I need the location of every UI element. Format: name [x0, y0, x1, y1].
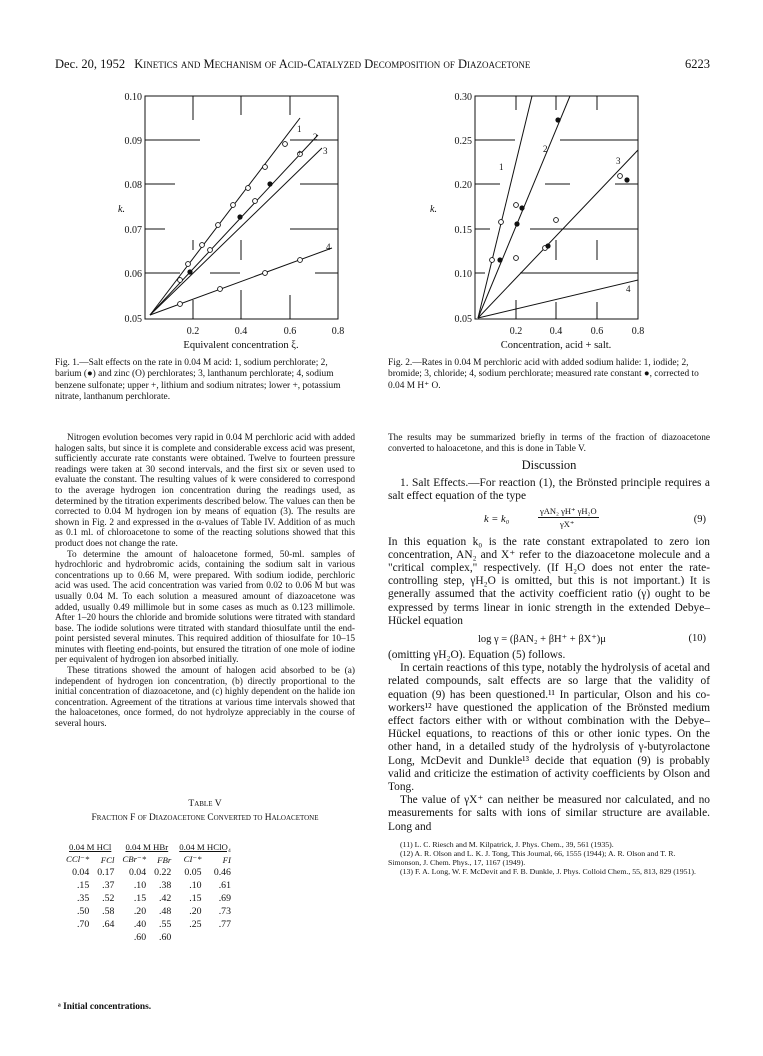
fig1-ytick: 0.07	[124, 225, 142, 236]
figure-2	[420, 90, 660, 360]
table5-cell: .60	[159, 932, 172, 943]
section-heading: Discussion	[521, 458, 577, 473]
table5-row	[62, 918, 235, 931]
table5-cell: .69	[218, 893, 231, 904]
reference: (11) L. C. Riesch and M. Kilpatrick, J. Phys. Chem., 39, 561 (1935).	[400, 839, 614, 849]
paragraph: In certain reactions of this type, notably the hydrolysis of acetal and related compounds, salt effects are so large that the validity of equation (9) has been questioned.¹¹ In particular, Olson and his co-workers¹² have questioned the application of the Brönsted medium effect factors either with or without combination with the Debye–Hückel equations, to reactions of this or other ionic types. On the other hand, in a detailed study of the hydrolysis of γ-butyrolactone Long, McDevit and Dunkle¹³ decide that equation (9) is probably valid and criticize the estimation of activity coefficients by Olson and Tong.	[388, 662, 710, 794]
fig1-line-1	[150, 118, 303, 315]
table5-row	[62, 866, 235, 879]
references	[388, 840, 710, 877]
table5-col: CCl⁻*	[66, 854, 90, 864]
fig1-curve-label: 3	[323, 146, 328, 156]
table5-row	[62, 892, 235, 905]
fig1-line-2	[150, 135, 318, 315]
table5-cell: .35	[76, 893, 90, 904]
table5-cell: 0.22	[154, 867, 172, 878]
fig1-curve-label: 4	[326, 242, 331, 252]
table5-cell	[93, 931, 118, 944]
fig2-line-3	[478, 150, 638, 318]
paragraph: (omitting γH₂O). Equation (5) follows.	[388, 649, 566, 662]
paragraph: In this equation k₀ is the rate constant extrapolated to zero ion concentration, AN₂ and X⁺ refer to the diazoacetone molecule and a "critical complex," respectively. (If H₂O does not enter the rate-controlling step, γH₂O is omitted, but this is not important.) It is generally assumed that the activity coefficient ratio (γ) ought to be expressed by terms linear in ionic strength in the extended Debye–Hückel equation	[388, 535, 710, 627]
table5-row	[62, 905, 235, 918]
table5-cell: 0.05	[184, 867, 202, 878]
fig1-ylabel: k.	[118, 204, 125, 215]
table5-cell: .64	[102, 919, 115, 930]
equation-9	[388, 506, 710, 536]
table5-cell: .50	[76, 906, 90, 917]
fig1-line-3	[150, 148, 322, 315]
table5-cell: 0.04	[72, 867, 90, 878]
table5-cell: .25	[189, 919, 202, 930]
table5-cell: .15	[189, 893, 202, 904]
paragraph: The results may be summarized briefly in terms of the fraction of diazoacetone converted to haloacetone, and this is done in Table V.	[388, 433, 710, 454]
paragraph: Nitrogen evolution becomes very rapid in 0.04 M perchloric acid with added halogen salts, but since it is complete and considerable excess acid was present, sufficiently accurate rate constants were obtained. Twelve to fourteen pressure readings were taken at 30 second intervals, and the first six or seven used to evaluate the constant. The resulting values of k were considered to correspond to the average hydrogen ion concentration during the readings used, as determined by the titration experiments described below. The values can then be corrected to 0.04 M hydrogen ion by means of equation (3). The results are shown in Fig. 2 and expressed in the α-values of Table IV. Addition of as much as 0.1 ml. of chloroacetone to some of the reacting solutions showed that this product does not change the rate.	[55, 433, 355, 549]
right-column	[388, 433, 710, 877]
table5-cell: .77	[218, 919, 231, 930]
fig2-ytick: 0.15	[454, 225, 472, 236]
table5-cell: .20	[189, 906, 202, 917]
table5-cell: .20	[133, 906, 147, 917]
table5-group: 0.04 M HBr	[125, 841, 169, 852]
fig2-curve-label: 4	[626, 284, 631, 294]
fig1-ytick: 0.05	[124, 314, 142, 325]
fig2-ytick: 0.25	[454, 136, 472, 147]
fig2-curve-label: 2	[543, 144, 548, 154]
fig1-xlabel: Equivalent concentration ξ.	[183, 340, 299, 351]
header-title: Kinetics and Mechanism of Acid-Catalyzed Decomposition of Diazoacetone	[134, 57, 531, 71]
fig2-caption: Fig. 2.—Rates in 0.04 M perchloric acid with added sodium halide: 1, iodide; 2, bromide; 3, chloride; 4, sodium perchlorate; measured rate constant ●, corrected to 0.04 M H⁺ O.	[388, 358, 699, 391]
table5-cell: .60	[133, 932, 147, 943]
table5-title: Fraction F of Diazoacetone Converted to Haloacetone	[91, 813, 319, 823]
eq9-numerator: γAN₂ γH⁺ γH₂O	[540, 505, 597, 516]
fig1-ytick: 0.10	[124, 92, 142, 103]
table5-cell: .10	[133, 880, 147, 891]
page-number: 6223	[685, 57, 710, 71]
table5-cell: .73	[218, 906, 231, 917]
table5-cell: .15	[133, 893, 147, 904]
eq9-lhs: k = k₀	[484, 513, 510, 525]
fig2-xtick: 0.2	[509, 326, 523, 337]
fig1-ytick: 0.09	[124, 136, 142, 147]
paragraph: The value of γX⁺ can neither be measured nor calculated, and no measurements for salts with ions of similar structure are available. Long and	[388, 794, 710, 833]
fig2-curve-label: 3	[616, 156, 621, 166]
fig2-ytick: 0.30	[454, 92, 472, 103]
header-date: Dec. 20, 1952	[55, 57, 126, 71]
table5-cell: 0.17	[97, 867, 115, 878]
table5-cell: .40	[133, 919, 147, 930]
fig1-curve-label: +	[297, 148, 303, 158]
left-column	[55, 433, 355, 730]
paragraph: 1. Salt Effects.—For reaction (1), the Brönsted principle requires a salt effect equation of the type	[388, 477, 710, 503]
eq10-body: log γ = (βAN₂ + βH⁺ + βX⁺)μ	[478, 634, 606, 646]
fig2-ytick: 0.20	[454, 180, 472, 191]
fig1-xtick: 0.6	[283, 326, 297, 337]
table5-cell: .48	[159, 906, 172, 917]
table5-cell: .38	[159, 880, 172, 891]
equation-10	[388, 631, 710, 649]
table5-cell: 0.46	[213, 867, 231, 878]
table5-cell: .52	[102, 893, 115, 904]
table5-cell: .58	[102, 906, 115, 917]
table5-cell: .37	[102, 880, 115, 891]
table5-cell	[206, 931, 235, 944]
table5-cell: 0.04	[128, 867, 147, 878]
running-header	[55, 57, 710, 72]
fig2-xlabel: Concentration, acid + salt.	[500, 340, 612, 351]
table5-col: CI⁻*	[183, 854, 202, 864]
fig2-xtick: 0.8	[631, 326, 645, 337]
table5-group: 0.04 M HClO₄	[179, 841, 231, 852]
table5-row	[62, 931, 235, 944]
reference: (12) A. R. Olson and L. K. J. Tong, This Journal, 66, 1555 (1944); A. R. Olson and T. R. Simonson, J. Chem. Phys., 17, 1167 (1949).	[388, 849, 676, 868]
table5-cell	[62, 931, 93, 944]
fig2-line-4	[478, 280, 638, 318]
table5-label: Table V	[188, 798, 222, 809]
fig1-xtick: 0.2	[186, 326, 200, 337]
fig2-ytick: 0.10	[454, 269, 472, 280]
fig2-curve-label: 1	[499, 162, 504, 172]
table5-footnote: ᵃ Initial concentrations.	[58, 1002, 152, 1012]
fig2-ytick: 0.05	[454, 314, 472, 325]
table5	[62, 840, 235, 944]
paragraph: These titrations showed the amount of halogen acid absorbed to be (a) independent of hydrogen ion concentration, (b) directly proportional to the initial concentration of diazoacetone, and (c) highly dependent on the halide ion concentration. Agreement of the titrations at various time intervals showed that the haloacetones, once formed, do not hydrolyze appreciably in the course of several hours.	[55, 666, 355, 730]
table5-cell: .61	[218, 880, 231, 891]
eq10-number: (10)	[688, 633, 706, 645]
table5-col: FBr	[157, 854, 172, 865]
fig1-curve-label: 2	[313, 132, 318, 142]
table5-cell: .70	[76, 919, 90, 930]
reference: (13) F. A. Long, W. F. McDevit and F. B. Dunkle, J. Phys. Colloid Chem., 55, 813, 829 (1951).	[400, 867, 696, 877]
fig1-frame	[145, 96, 338, 319]
fig2-xtick: 0.6	[590, 326, 604, 337]
fig2-ylabel: k.	[430, 204, 437, 215]
fig2-xtick: 0.4	[549, 326, 563, 337]
table5-cell: .55	[159, 919, 172, 930]
fig1-ytick: 0.06	[124, 269, 142, 280]
fig1-caption: Fig. 1.—Salt effects on the rate in 0.04 M acid: 1, sodium perchlorate; 2, barium (●) and zinc (O) perchlorates; 3, lanthanum perchlorate; 4, sodium benzene sulfonate; upper +, lithium and sodium nitrates; lower +, potassium nitrate, lanthanum perchlorate.	[55, 358, 341, 403]
table5-col: FCl	[100, 854, 115, 865]
table5-col: CBr⁻*	[122, 854, 147, 864]
table5-cell	[175, 931, 205, 944]
fig1-xtick: 0.8	[331, 326, 345, 337]
paragraph: To determine the amount of haloacetone formed, 50-ml. samples of hydrochloric and hydrobromic acids, containing the sodium salt in various concentrations up to 0.66 M, were prepared. With sodium iodide, perchloric acid was used. The acid concentration was varied from 0.02 to 0.06 M but was usually 0.04 M. To each solution a measured amount of diazoacetone was added, usually 0.49 millimole but in some cases as much as 0.123 millimole. After 1–20 hours the chloride and bromide solutions were titrated with standard base. The iodide solutions were titrated with standard thiosulfate until the end-point persisted several minutes. This required addition of thiosulfate for 10–15 minutes with fleeting end-points, but ensured the titration of one mole of iodine per equivalent of hydrogen ion absorbed initially.	[55, 549, 355, 666]
eq9-denominator: γX⁺	[560, 518, 575, 529]
fig1-ytick: 0.08	[124, 180, 142, 191]
table5-cell: .15	[76, 880, 90, 891]
table5-cell: .42	[159, 893, 172, 904]
table5-group: 0.04 M HCl	[69, 841, 112, 852]
table5-row	[62, 879, 235, 892]
fig1-xtick: 0.4	[234, 326, 248, 337]
figure-1	[90, 90, 360, 360]
fig1-curve-label: 1	[297, 124, 302, 134]
table5-cell: .10	[189, 880, 202, 891]
eq9-number: (9)	[693, 513, 706, 525]
table5-col: FI	[222, 854, 231, 865]
